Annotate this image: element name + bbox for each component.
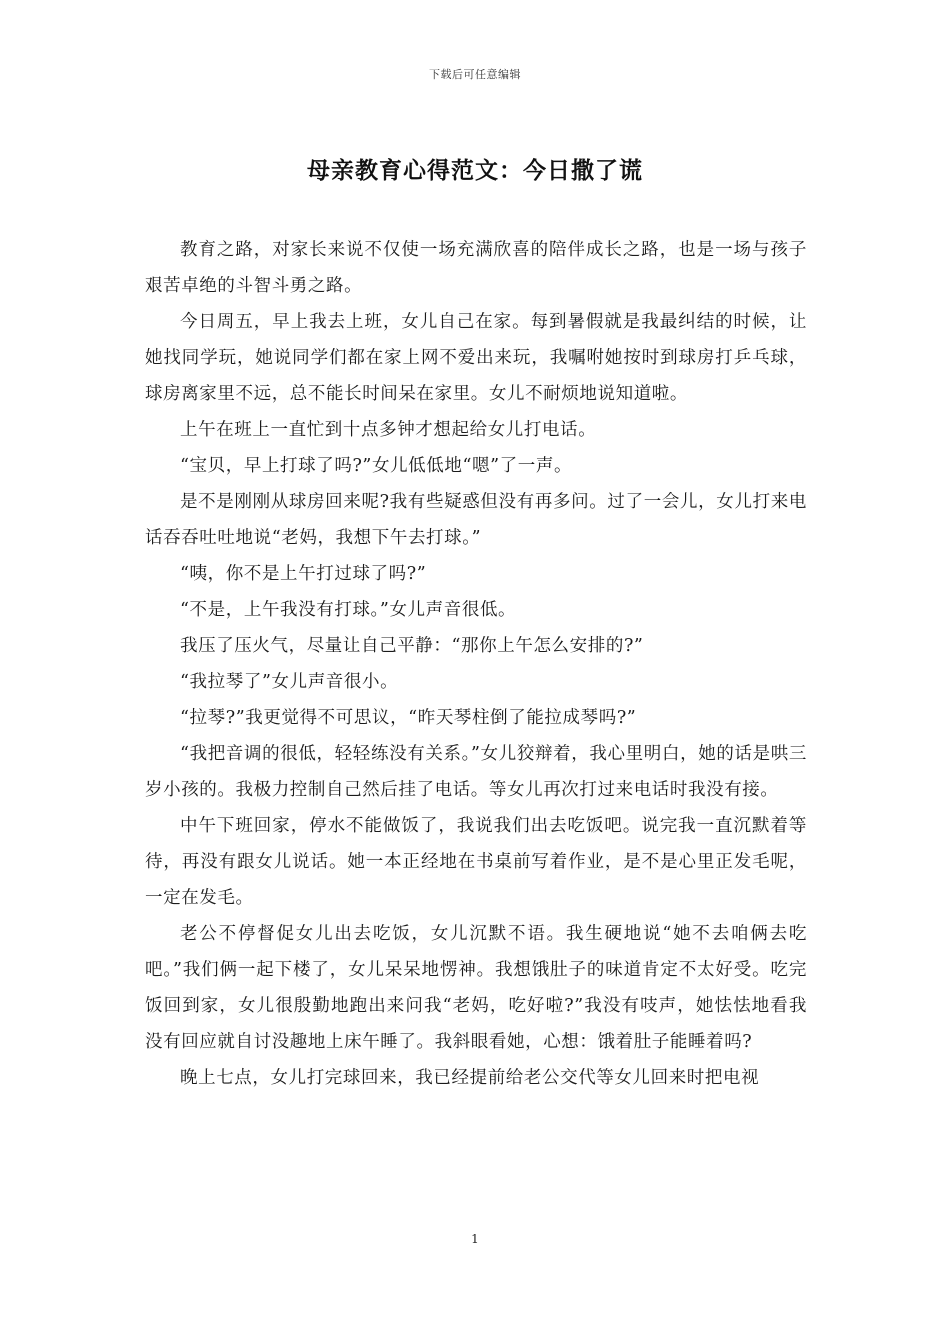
paragraph: 中午下班回家，停水不能做饭了，我说我们出去吃饭吧。说完我一直沉默着等待，再没有跟女儿说话。她一本正经地在书桌前写着作业，是不是心里正发毛呢，一定在发毛。 bbox=[145, 816, 807, 908]
page-number: 1 bbox=[471, 1232, 479, 1246]
document-title: 母亲教育心得范文：今日撒了谎 bbox=[307, 157, 643, 184]
paragraph: 上午在班上一直忙到十点多钟才想起给女儿打电话。 bbox=[180, 420, 597, 440]
paragraph: “我拉琴了”女儿声音很小。 bbox=[180, 672, 399, 692]
paragraph: 是不是刚刚从球房回来呢?我有些疑惑但没有再多问。过了一会儿，女儿打来电话吞吞吐吐地说“老妈，我想下午去打球。” bbox=[145, 492, 807, 548]
document-body bbox=[145, 232, 807, 1096]
page-header-note: 下载后可任意编辑 bbox=[429, 68, 521, 81]
paragraph: 教育之路，对家长来说不仅使一场充满欣喜的陪伴成长之路，也是一场与孩子艰苦卓绝的斗智斗勇之路。 bbox=[145, 240, 807, 296]
paragraph: “拉琴?”我更觉得不可思议，“昨天琴柱倒了能拉成琴吗?” bbox=[180, 708, 637, 728]
paragraph: “咦，你不是上午打过球了吗?” bbox=[180, 564, 427, 584]
paragraph: “我把音调的很低，轻轻练没有关系。”女儿狡辩着，我心里明白，她的话是哄三岁小孩的。我极力控制自己然后挂了电话。等女儿再次打过来电话时我没有接。 bbox=[145, 744, 807, 800]
paragraph: “宝贝，早上打球了吗?”女儿低低地“嗯”了一声。 bbox=[180, 456, 573, 476]
paragraph: 晚上七点，女儿打完球回来，我已经提前给老公交代等女儿回来时把电视 bbox=[180, 1068, 760, 1088]
paragraph: 老公不停督促女儿出去吃饭，女儿沉默不语。我生硬地说“她不去咱俩去吃吧。”我们俩一起下楼了，女儿呆呆地愣神。我想饿肚子的味道肯定不太好受。吃完饭回到家，女儿很殷勤地跑出来问我“老妈，吃好啦?”我没有吱声，她怯怯地看我没有回应就自讨没趣地上床午睡了。我斜眼看她，心想：饿着肚子能睡着吗? bbox=[145, 924, 807, 1052]
paragraph: “不是，上午我没有打球。”女儿声音很低。 bbox=[180, 600, 517, 620]
paragraph: 我压了压火气，尽量让自己平静：“那你上午怎么安排的?” bbox=[180, 636, 644, 656]
paragraph: 今日周五，早上我去上班，女儿自己在家。每到暑假就是我最纠结的时候，让她找同学玩，她说同学们都在家上网不爱出来玩，我嘱咐她按时到球房打乒乓球，球房离家里不远，总不能长时间呆在家里。女儿不耐烦地说知道啦。 bbox=[145, 312, 807, 404]
